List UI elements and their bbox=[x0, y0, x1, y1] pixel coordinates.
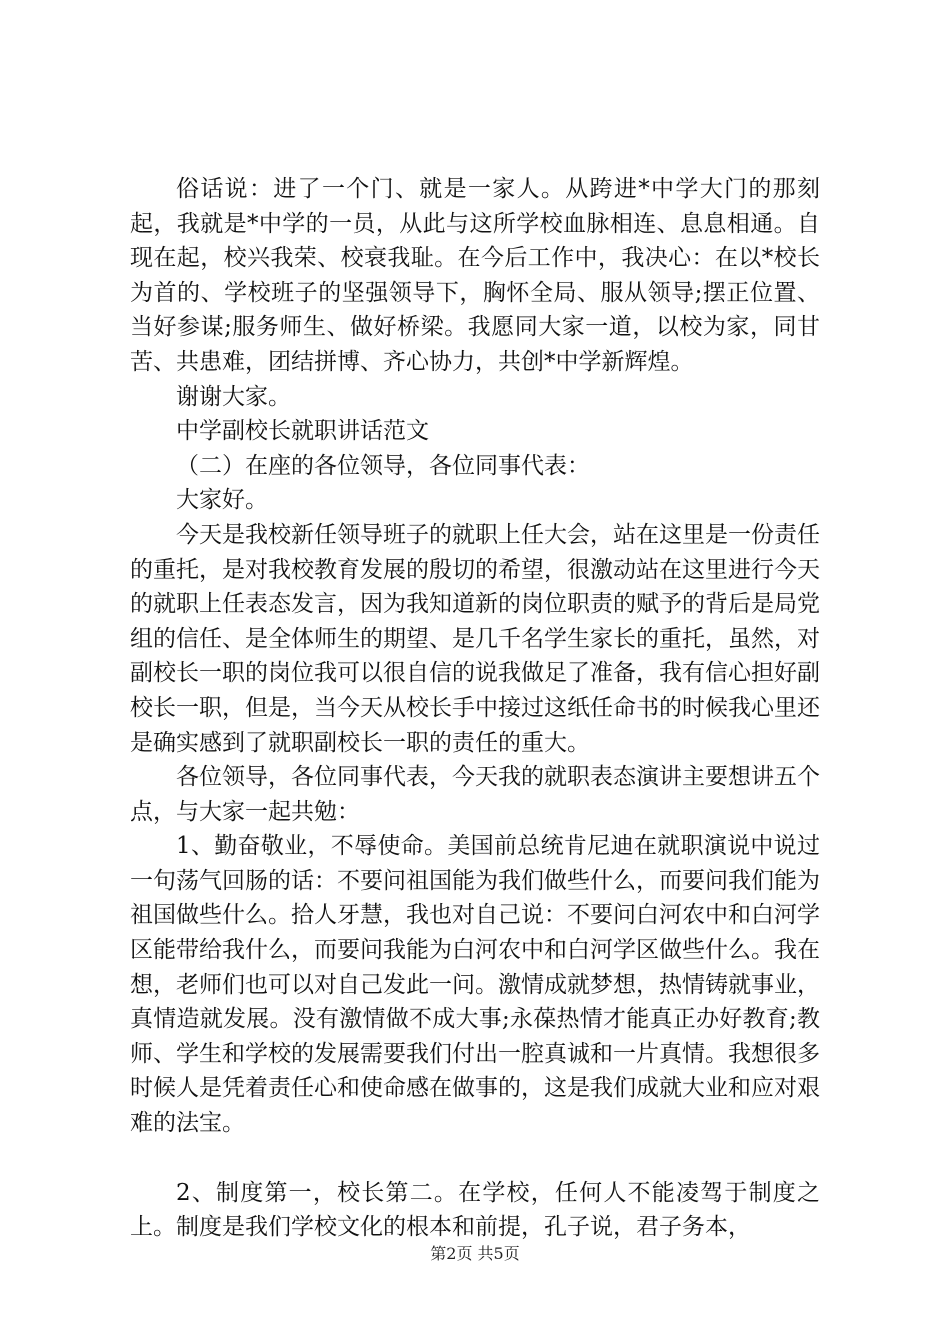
paragraph-opening: 今天是我校新任领导班子的就职上任大会，站在这里是一份责任的重托，是对我校教育发展的殷切的希望，很激动站在这里进行今天的就职上任表态发言，因为我知道新的岗位职责的赋予的背后是局党组的信任、是全体师生的期望、是几千名学生家长的重托，虽然，对副校长一职的岗位我可以很自信的说我做足了准备，我有信心担好副校长一职，但是，当今天从校长手中接过这纸任命书的时候我心里还是确实感到了就职副校长一职的责任的重大。 bbox=[130, 521, 820, 756]
paragraph-point-2: 2、制度第一，校长第二。在学校，任何人不能凌驾于制度之上。制度是我们学校文化的根本和前提，孔子说，君子务本， bbox=[130, 1179, 820, 1241]
section-title: 中学副校长就职讲话范文 bbox=[176, 418, 429, 445]
paragraph-gap bbox=[130, 1141, 820, 1176]
paragraph-thanks: 谢谢大家。 bbox=[176, 383, 291, 410]
document-body bbox=[130, 172, 820, 1245]
paragraph-intro: 俗话说：进了一个门、就是一家人。从跨进*中学大门的那刻起，我就是*中学的一员，从此与这所学校血脉相连、息息相通。自现在起，校兴我荣、校衰我耻。在今后工作中，我决心：在以*校长为首的、学校班子的坚强领导下，胸怀全局、服从领导;摆正位置、当好参谋;服务师生、做好桥梁。我愿同大家一道，以校为家，同甘苦、共患难，团结拼博、齐心协力，共创*中学新辉煌。 bbox=[130, 176, 820, 375]
paragraph-point-1: 1、勤奋敬业，不辱使命。美国前总统肯尼迪在就职演说中说过一句荡气回肠的话：不要问祖国能为我们做些什么，而要问我们能为祖国做些什么。拾人牙慧，我也对自己说：不要问白河农中和白河学区能带给我什么，而要问我能为白河农中和白河学区做些什么。我在想，老师们也可以对自己发此一问。激情成就梦想，热情铸就事业，真情造就发展。没有激情做不成大事;永葆热情才能真正办好教育;教师、学生和学校的发展需要我们付出一腔真诚和一片真情。我想很多时候人是凭着责任心和使命感在做事的，这是我们成就大业和应对艰难的法宝。 bbox=[130, 833, 820, 1137]
salutation: （二）在座的各位领导，各位同事代表： bbox=[176, 452, 590, 479]
paragraph-outline: 各位领导，各位同事代表，今天我的就职表态演讲主要想讲五个点，与大家一起共勉： bbox=[130, 764, 820, 825]
page-number: 第2页 共5页 bbox=[430, 1244, 520, 1263]
greeting: 大家好。 bbox=[176, 487, 268, 514]
